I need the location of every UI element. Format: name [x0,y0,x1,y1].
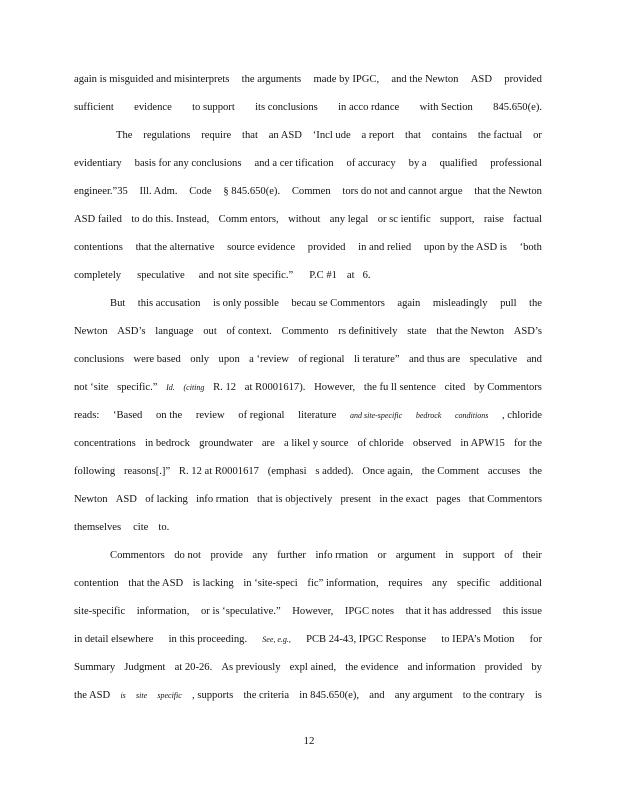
text-line: engineer.”35 Ill. Adm. Code § 845.650(e). Commen tors do not and cannot argue that the Newton [74,186,542,197]
text-line: Commentors do not provide any further info rmation or argument in support of their [110,550,542,561]
text-line: evidentiary basis for any conclusions and a cer tification of accuracy by a qualified professional [74,158,542,169]
text-line: But this accusation is only possible becau se Commentors again misleadingly pull the [110,298,542,309]
text-line: contention that the ASD is lacking in ‘site-speci fic” information, requires any specific additional [74,578,542,589]
text-line: the ASD is site specific , supports the criteria in 845.650(e), and any argument to the contrary is [74,690,542,701]
text-line: site-specific information, or is ‘speculative.” However, IPGC notes that it has addressed this issue [74,606,542,617]
text-line: sufficient evidence to support its conclusions in acco rdance with Section 845.650(e). [74,102,542,113]
text-line: contentions that the alternative source evidence provided in and relied upon by the ASD is ‘both [74,242,542,253]
text-line: completely speculative and not site specific.” P.C #1 at 6. [74,270,371,281]
text-line: again is misguided and misinterprets the arguments made by IPGC, and the Newton ASD provided [74,74,542,85]
text-line: concentrations in bedrock groundwater are a likel y source of chloride observed in APW15 for the [74,438,542,449]
text-line: not ‘site specific.” Id. (citing R. 12 at R0001617). However, the fu ll sentence cited by Commentors [74,382,542,393]
text-line: following reasons[.]” R. 12 at R0001617 (emphasi s added). Once again, the Comment accuses the [74,466,542,477]
text-line: Summary Judgment at 20-26. As previously expl ained, the evidence and information provided by [74,662,542,673]
text-line: Newton ASD’s language out of context. Commento rs definitively state that the Newton ASD’s [74,326,542,337]
text-line: in detail elsewhere in this proceeding. See, e.g., PCB 24-43, IPGC Response to IEPA’s Motion for [74,634,542,645]
text-line: conclusions were based only upon a ‘review of regional li terature” and thus are speculative and [74,354,542,365]
page-number: 12 [303,735,315,747]
text-line: The regulations require that an ASD ‘Incl ude a report that contains the factual or [116,130,542,141]
text-line: reads: ‘Based on the review of regional literature and site-specific bedrock conditions , chloride [74,410,542,421]
text-line: ASD failed to do this. Instead, Comm entors, without any legal or sc ientific support, raise factual [74,214,542,225]
text-line: Newton ASD of lacking info rmation that is objectively present in the exact pages that Commentors [74,494,542,505]
text-line: themselves cite to. [74,522,170,533]
